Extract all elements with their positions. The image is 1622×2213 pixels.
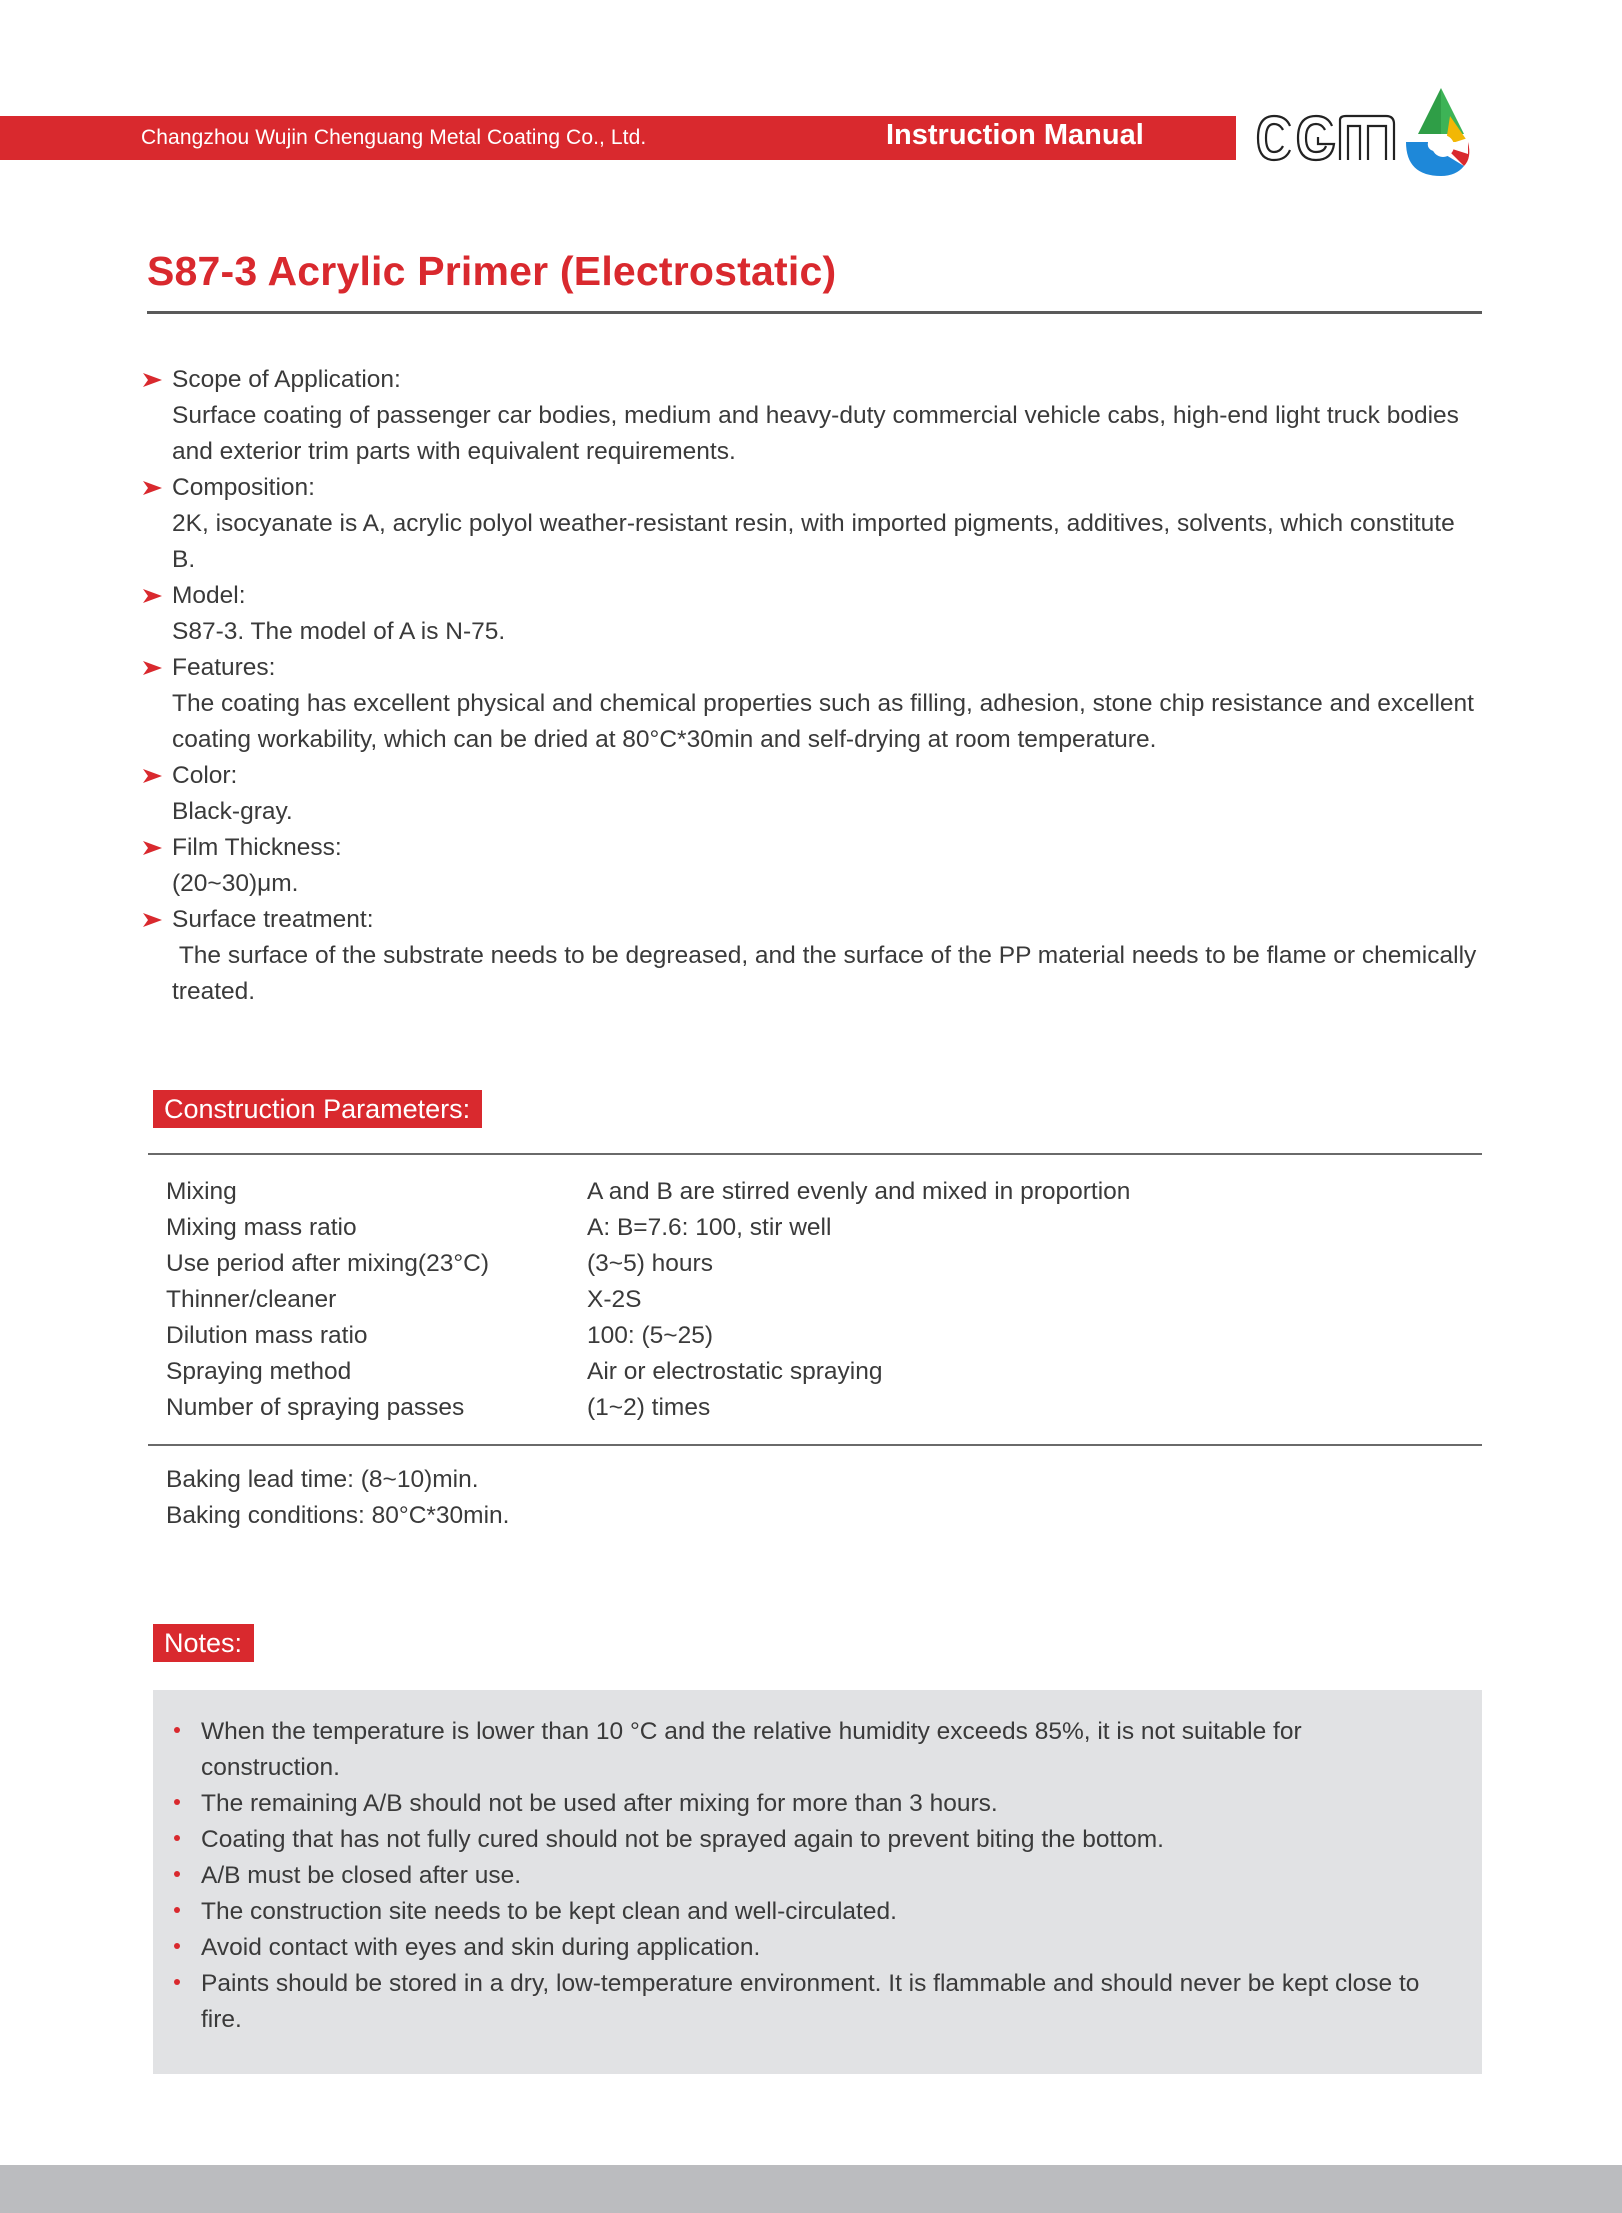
note-text: When the temperature is lower than 10 °C and the relative humidity exceeds 85%, it is not suitable for construction. xyxy=(201,1718,1302,1781)
param-name: Thinner/cleaner xyxy=(166,1286,337,1313)
table-row xyxy=(166,1318,1466,1354)
bullet-dot-icon xyxy=(174,1799,180,1805)
spec-color xyxy=(143,758,1483,830)
list-item xyxy=(153,1858,1433,1894)
baking-conditions: Baking conditions: 80°C*30min. xyxy=(166,1502,510,1529)
note-text: The construction site needs to be kept clean and well-circulated. xyxy=(201,1898,897,1925)
bullet-dot-icon xyxy=(174,1835,180,1841)
param-value: (3~5) hours xyxy=(587,1250,713,1277)
list-item xyxy=(153,1966,1433,2038)
spec-value: The surface of the substrate needs to be degreased, and the surface of the PP material needs to be flame or chemically treated. xyxy=(172,942,1484,1005)
spec-value: 2K, isocyanate is A, acrylic polyol weather-resistant resin, with imported pigments, additives, solvents, which constitute B. xyxy=(172,510,1455,573)
spec-surface-treatment xyxy=(143,902,1483,1010)
notes-list xyxy=(153,1714,1433,2038)
param-value: A and B are stirred evenly and mixed in proportion xyxy=(587,1178,1131,1205)
spec-value: The coating has excellent physical and chemical properties such as filling, adhesion, stone chip resistance and excellent coating workability, which can be dried at 80°C*30min and self-drying at room temperature. xyxy=(172,690,1474,753)
spec-value: (20~30)μm. xyxy=(172,870,299,897)
param-name: Use period after mixing(23°C) xyxy=(166,1250,489,1277)
param-name: Spraying method xyxy=(166,1358,352,1385)
spec-label: Film Thickness: xyxy=(172,834,342,861)
spec-features xyxy=(143,650,1483,758)
list-item xyxy=(153,1786,1433,1822)
spec-composition xyxy=(143,470,1483,578)
table-row xyxy=(166,1174,1466,1210)
param-name: Mixing xyxy=(166,1178,237,1205)
spec-value: Surface coating of passenger car bodies, medium and heavy-duty commercial vehicle cabs, high-end light truck bodies and exterior trim parts with equivalent requirements. xyxy=(172,402,1459,465)
table-row xyxy=(166,1210,1466,1246)
arrow-bullet-icon xyxy=(143,373,162,387)
param-name: Mixing mass ratio xyxy=(166,1214,357,1241)
notes-heading: Notes: xyxy=(153,1624,254,1662)
list-item xyxy=(153,1714,1433,1786)
notes-box xyxy=(153,1690,1482,2074)
spec-label: Scope of Application: xyxy=(172,366,401,393)
bullet-dot-icon xyxy=(174,1943,180,1949)
construction-table xyxy=(166,1174,1466,1426)
arrow-bullet-icon xyxy=(143,589,162,603)
spec-label: Features: xyxy=(172,654,276,681)
param-name: Number of spraying passes xyxy=(166,1394,465,1421)
table-bottom-rule xyxy=(148,1444,1482,1446)
spec-model xyxy=(143,578,1483,650)
bullet-dot-icon xyxy=(174,1727,180,1733)
spec-value: S87-3. The model of A is N-75. xyxy=(172,618,506,645)
construction-heading: Construction Parameters: xyxy=(153,1090,482,1128)
spec-film-thickness xyxy=(143,830,1483,902)
spec-scope xyxy=(143,362,1483,470)
param-value: X-2S xyxy=(587,1286,642,1313)
param-name: Dilution mass ratio xyxy=(166,1322,368,1349)
table-row xyxy=(166,1354,1466,1390)
table-row xyxy=(166,1246,1466,1282)
arrow-bullet-icon xyxy=(143,661,162,675)
spec-label: Color: xyxy=(172,762,238,789)
list-item xyxy=(153,1894,1433,1930)
title-divider xyxy=(147,311,1482,314)
baking-lead-time: Baking lead time: (8~10)min. xyxy=(166,1466,479,1493)
table-top-rule xyxy=(148,1153,1482,1155)
param-value: Air or electrostatic spraying xyxy=(587,1358,883,1385)
arrow-bullet-icon xyxy=(143,841,162,855)
param-value: 100: (5~25) xyxy=(587,1322,713,1349)
note-text: Coating that has not fully cured should not be sprayed again to prevent biting the bottom. xyxy=(201,1826,1164,1853)
table-row xyxy=(166,1390,1466,1426)
footer-bar xyxy=(0,2165,1622,2213)
table-row xyxy=(166,1282,1466,1318)
list-item xyxy=(153,1822,1433,1858)
company-name: Changzhou Wujin Chenguang Metal Coating Co., Ltd. xyxy=(141,126,647,149)
page-title: S87-3 Acrylic Primer (Electrostatic) xyxy=(147,248,837,294)
spec-list xyxy=(143,362,1483,1010)
spec-label: Surface treatment: xyxy=(172,906,374,933)
param-value: (1~2) times xyxy=(587,1394,711,1421)
baking-info xyxy=(166,1462,509,1534)
spec-value: Black-gray. xyxy=(172,798,293,825)
list-item xyxy=(153,1930,1433,1966)
note-text: The remaining A/B should not be used after mixing for more than 3 hours. xyxy=(201,1790,998,1817)
spec-label: Composition: xyxy=(172,474,315,501)
arrow-bullet-icon xyxy=(143,769,162,783)
arrow-bullet-icon xyxy=(143,913,162,927)
arrow-bullet-icon xyxy=(143,481,162,495)
bullet-dot-icon xyxy=(174,1871,180,1877)
note-text: Paints should be stored in a dry, low-temperature environment. It is flammable and should never be kept close to fire. xyxy=(201,1970,1420,2033)
document-type: Instruction Manual xyxy=(886,119,1144,151)
note-text: A/B must be closed after use. xyxy=(201,1862,522,1889)
note-text: Avoid contact with eyes and skin during application. xyxy=(201,1934,761,1961)
bullet-dot-icon xyxy=(174,1907,180,1913)
cgmc-logo-icon xyxy=(1236,86,1488,178)
bullet-dot-icon xyxy=(174,1979,180,1985)
param-value: A: B=7.6: 100, stir well xyxy=(587,1214,832,1241)
spec-label: Model: xyxy=(172,582,246,609)
